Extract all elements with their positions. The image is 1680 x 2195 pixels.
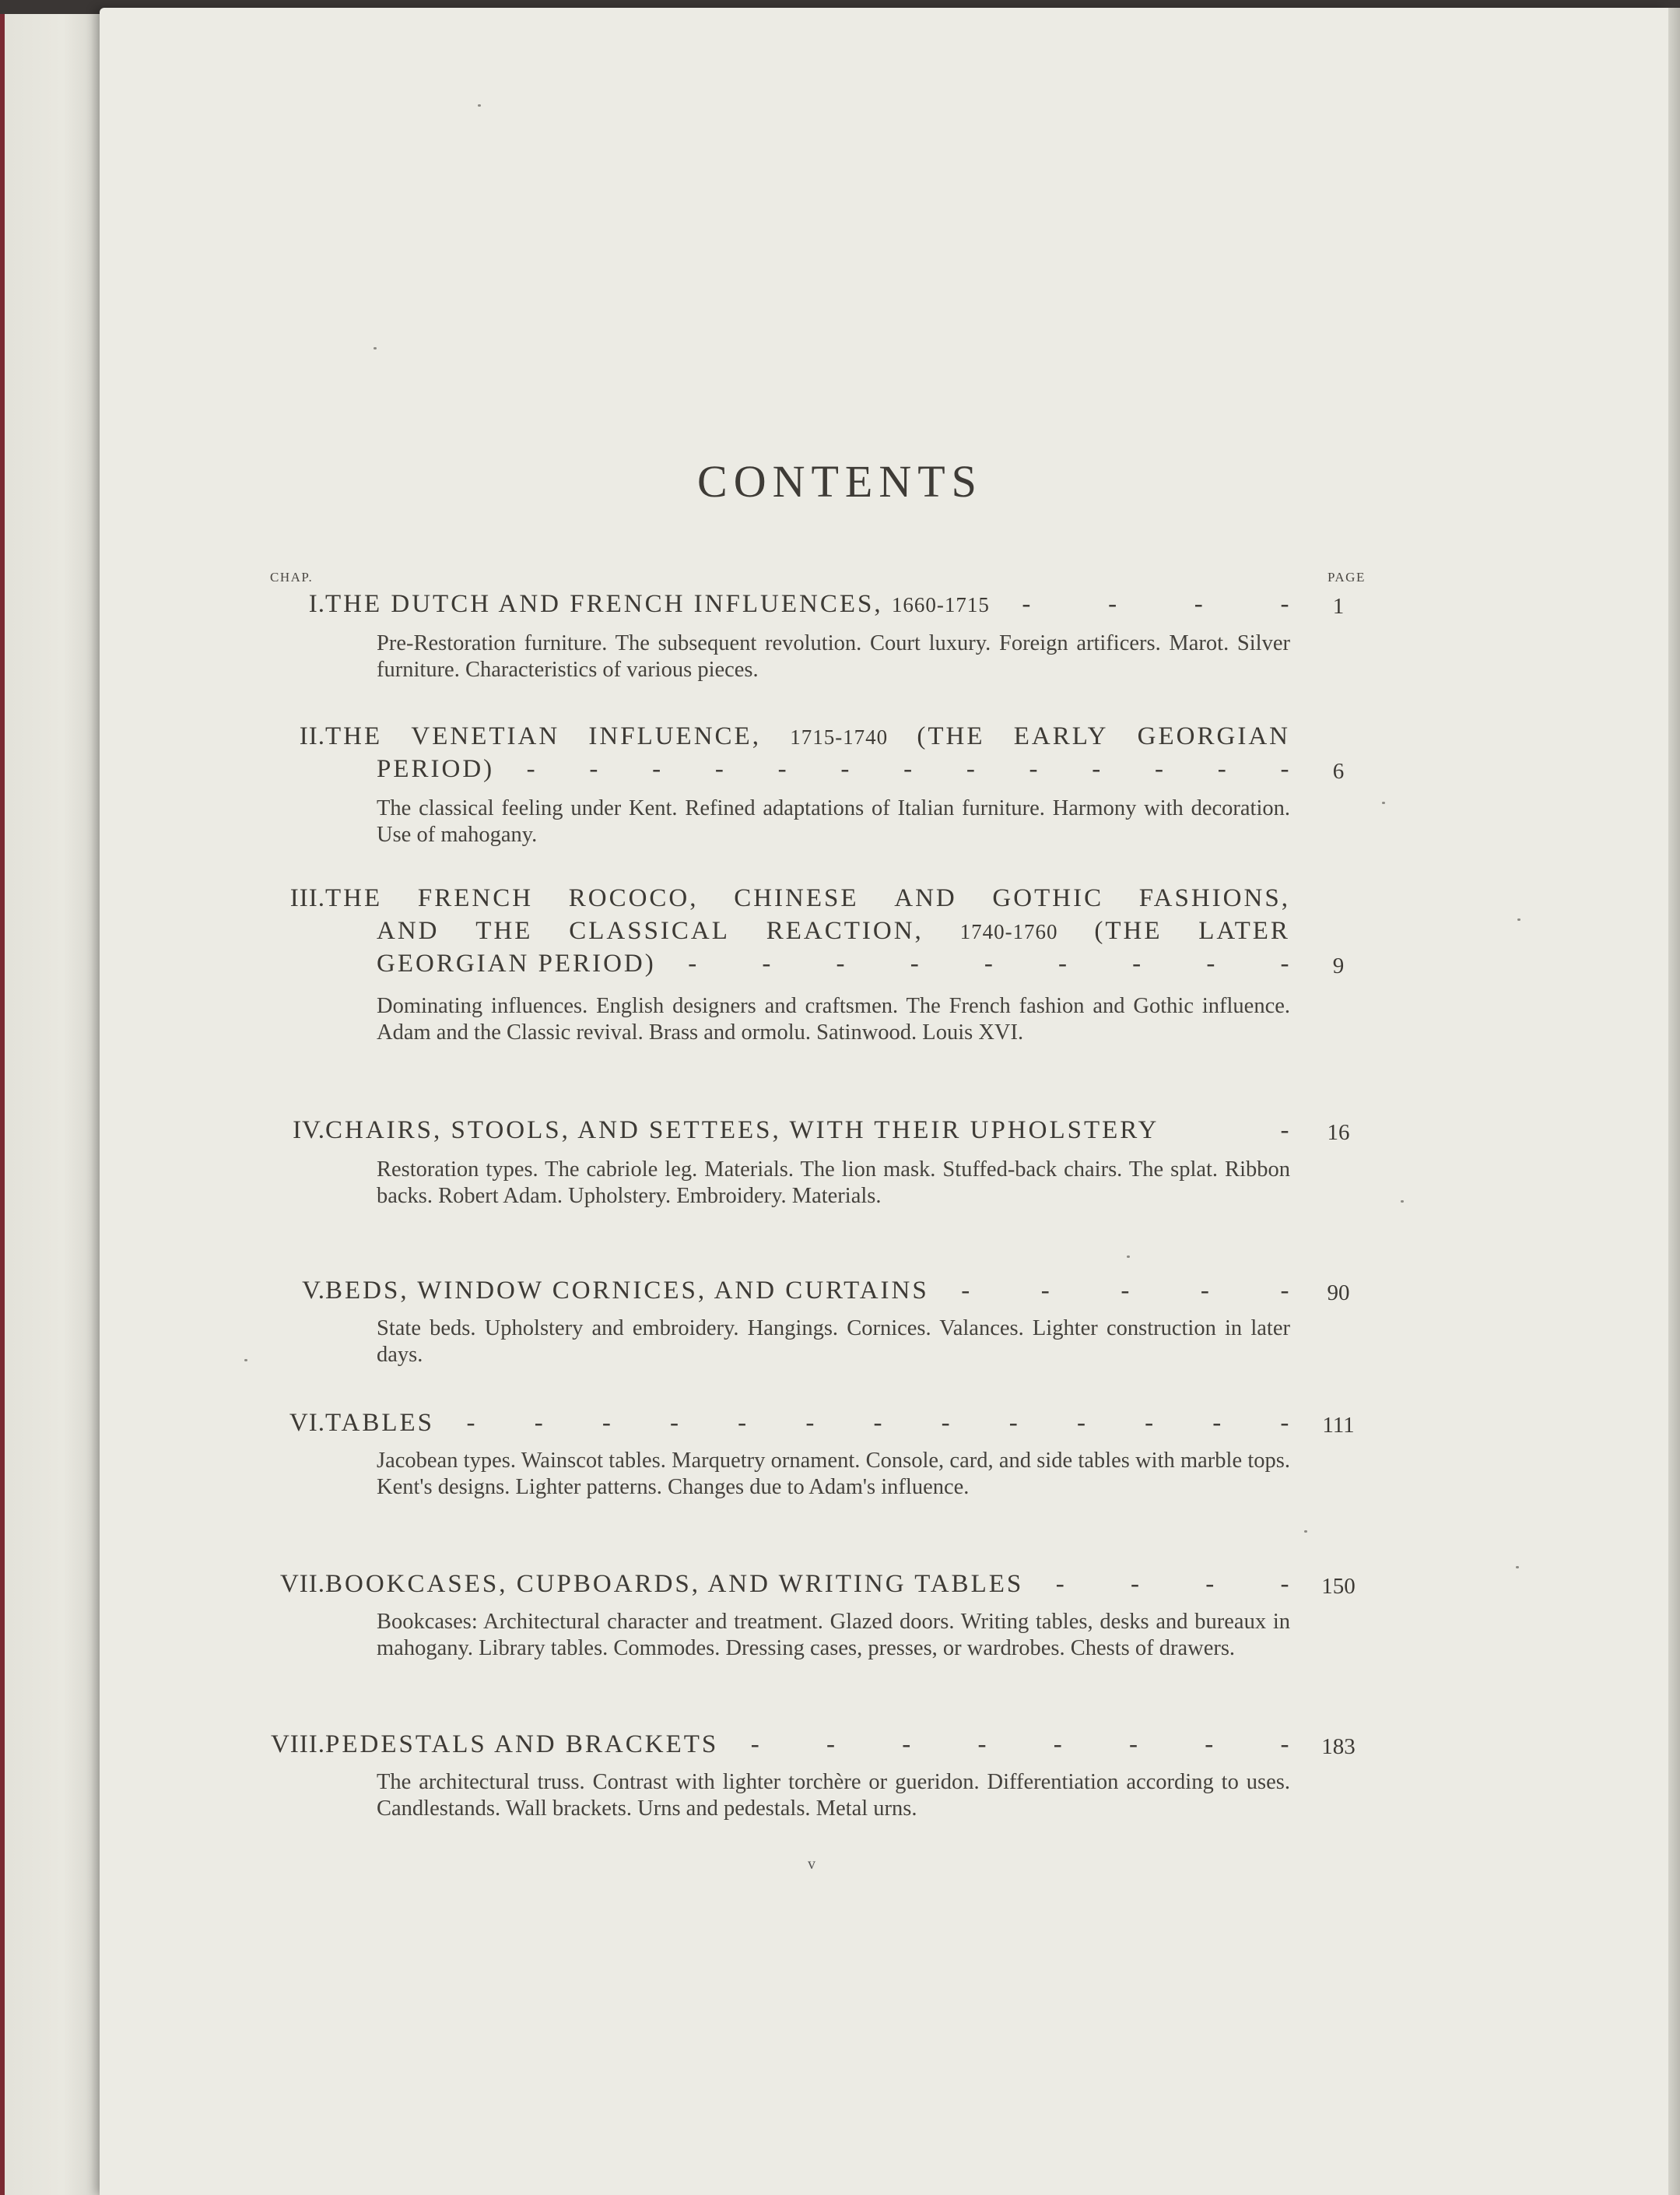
dot-leader: - - - - - - - - — [750, 1730, 1289, 1758]
chapter-heading — [325, 1728, 1290, 1761]
page-reference: 16 — [1327, 1120, 1350, 1145]
chapter-heading — [325, 720, 1290, 785]
chapter-heading-line: BEDS, WINDOW CORNICES, AND CURTAINS — [325, 1277, 929, 1305]
page-reference: 150 — [1321, 1574, 1356, 1599]
chapter-description: Jacobean types. Wainscot tables. Marquetry ornament. Console, card, and side tables with marble tops. Kent's designs. Lighter patterns. Changes due to Adam's influence. — [377, 1449, 1290, 1499]
page-reference: 90 — [1327, 1280, 1350, 1305]
chapter-heading-line: PERIOD) — [377, 755, 495, 783]
chapter-heading — [325, 588, 1290, 620]
chapter-heading-line: THE VENETIAN INFLUENCE, 1715-1740 (THE EARLY GEORGIAN — [325, 722, 1290, 750]
dot-leader: - - - - — [1022, 590, 1289, 618]
dot-leader: - - - - - - - - - — [688, 950, 1289, 978]
paper-speck — [1304, 1530, 1307, 1533]
chapter-heading — [325, 1114, 1290, 1147]
dot-leader: - - - - - — [961, 1277, 1289, 1305]
chapter-heading — [325, 1274, 1290, 1307]
dot-leader: - — [1280, 1116, 1289, 1144]
chapter-heading-line: PEDESTALS AND BRACKETS — [325, 1730, 719, 1758]
paper-speck — [244, 1359, 247, 1361]
page-reference: 183 — [1321, 1734, 1356, 1759]
chapter-description: State beds. Upholstery and embroidery. Hangings. Cornices. Valances. Lighter construction in later days. — [377, 1316, 1290, 1367]
chapter-heading-line: CHAIRS, STOOLS, AND SETTEES, WITH THEIR UPHOLSTERY — [325, 1116, 1159, 1144]
chapter-heading-line: THE DUTCH AND FRENCH INFLUENCES, 1660-1715 — [325, 590, 990, 618]
chapter-description: Bookcases: Architectural character and treatment. Glazed doors. Writing tables, desks and bureaux in mahogany. Library tables. Commodes. Dressing cases, presses, or wardrobes. Chests of drawers. — [377, 1610, 1290, 1660]
page-title: CONTENTS — [697, 456, 983, 507]
chapter-number: VI. — [289, 1409, 325, 1437]
chapter-heading-line: AND THE CLASSICAL REACTION, 1740-1760 (THE LATER — [377, 917, 1290, 945]
facing-page-edge — [0, 0, 105, 2195]
paper-speck — [1382, 802, 1385, 804]
chapter-heading-line: THE FRENCH ROCOCO, CHINESE AND GOTHIC FASHIONS, — [325, 884, 1290, 912]
paper-speck — [1127, 1256, 1130, 1258]
chapter-description: Dominating influences. English designers and craftsmen. The French fashion and Gothic influence. Adam and the Classic revival. Brass and ormolu. Satinwood. Louis XVI. — [377, 994, 1290, 1045]
chapter-heading — [325, 1568, 1290, 1600]
paper-speck — [1516, 1566, 1519, 1568]
paper-speck — [374, 347, 377, 349]
page-reference: 111 — [1322, 1413, 1355, 1438]
chapter-description: Pre-Restoration furniture. The subsequent revolution. Court luxury. Foreign artificers. Marot. Silver furniture. Characteristics of various pieces. — [377, 631, 1290, 682]
page-reference: 9 — [1332, 954, 1345, 978]
dot-leader: - - - - - - - - - - - - - — [466, 1409, 1289, 1437]
page-edge-right — [1668, 8, 1680, 2195]
chapter-heading-line: TABLES — [325, 1409, 435, 1437]
chapter-column-header: CHAP. — [270, 570, 314, 585]
chapter-number: IV. — [293, 1116, 325, 1144]
paper-speck — [1517, 918, 1520, 921]
chapter-description: Restoration types. The cabriole leg. Materials. The lion mask. Stuffed-back chairs. The splat. Ribbon backs. Robert Adam. Upholstery. Embroidery. Materials. — [377, 1157, 1290, 1208]
binding-edge — [0, 0, 5, 2195]
chapter-number: V. — [302, 1277, 325, 1305]
chapter-number: I. — [308, 590, 325, 618]
page-reference: 1 — [1332, 594, 1345, 619]
chapter-heading — [325, 882, 1290, 980]
chapter-heading-line: BOOKCASES, CUPBOARDS, AND WRITING TABLES — [325, 1570, 1024, 1598]
chapter-number: III. — [289, 884, 325, 912]
chapter-description: The architectural truss. Contrast with lighter torchère or gueridon. Differentiation according to uses. Candlestands. Wall brackets. Urns and pedestals. Metal urns. — [377, 1770, 1290, 1821]
book-page — [100, 8, 1668, 2195]
dot-leader: - - - - - - - - - - - - - — [526, 755, 1289, 783]
chapter-heading — [325, 1407, 1290, 1439]
chapter-number: II. — [299, 722, 325, 750]
dot-leader: - - - - — [1055, 1570, 1289, 1598]
chapter-description: The classical feeling under Kent. Refined adaptations of Italian furniture. Harmony with decoration. Use of mahogany. — [377, 796, 1290, 847]
page-number: v — [808, 1856, 815, 1873]
page-column-header: PAGE — [1328, 570, 1366, 585]
chapter-heading-line: GEORGIAN PERIOD) — [377, 950, 656, 978]
chapter-number: VII. — [279, 1570, 325, 1598]
paper-speck — [478, 104, 481, 107]
chapter-number: VIII. — [270, 1730, 325, 1758]
paper-speck — [1401, 1200, 1404, 1203]
page-reference: 6 — [1332, 759, 1345, 784]
